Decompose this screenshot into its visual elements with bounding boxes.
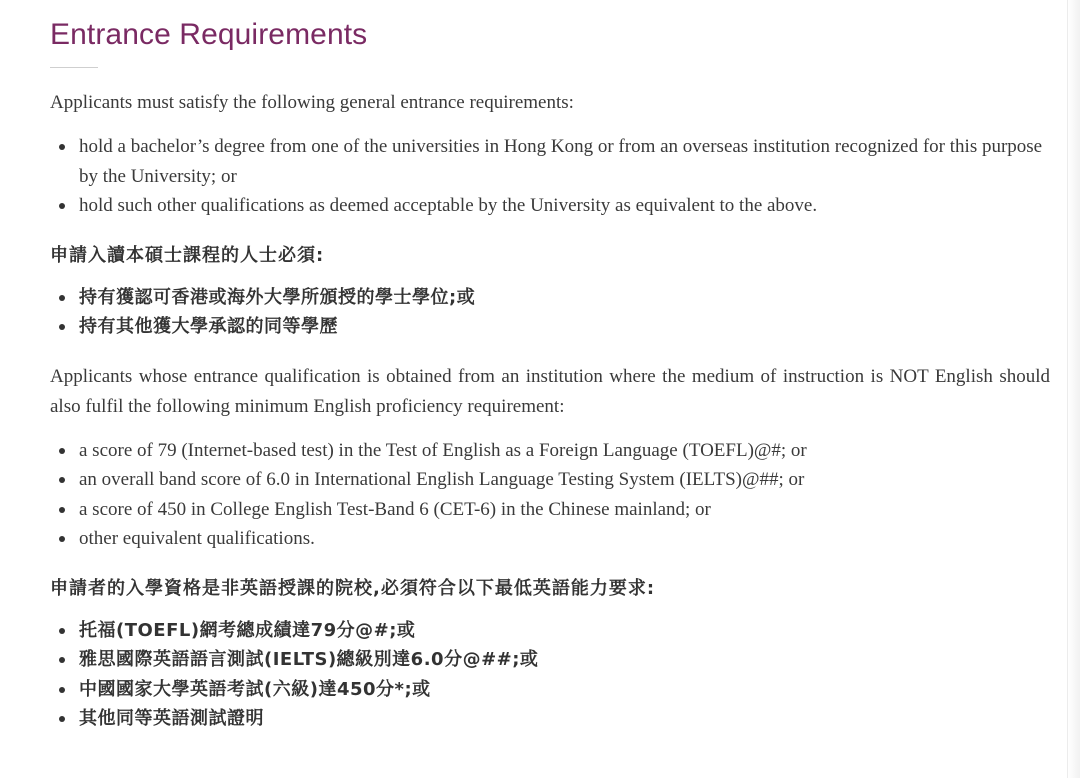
english-requirement-intro: Applicants whose entrance qualification is obtained from an institution where the medium of instruction is NOT English should also fulfil the following minimum English proficiency requirement: (50, 365, 1050, 417)
list-item: 中國國家大學英語考試(六級)達450分*;或 (50, 675, 1050, 705)
list-item: 持有獲認可香港或海外大學所頒授的學士學位;或 (50, 283, 1050, 313)
english-requirement-intro-zh: 申請者的入學資格是非英語授課的院校,必須符合以下最低英語能力要求: (50, 577, 656, 599)
general-requirements-intro: Applicants must satisfy the following general entrance requirements: (50, 92, 574, 113)
list-item: 雅思國際英語語言測試(IELTS)總級別達6.0分@##;或 (50, 645, 1050, 675)
general-requirements-list (50, 132, 1050, 221)
scrollbar-track[interactable] (1067, 0, 1080, 778)
general-requirements-list-zh (50, 283, 1050, 342)
page-title: Entrance Requirements (50, 18, 368, 51)
list-item: hold such other qualifications as deemed acceptable by the University as equivalent to the above. (50, 191, 1050, 221)
general-requirements-intro-zh: 申請入讀本碩士課程的人士必須: (50, 244, 325, 266)
list-item: 其他同等英語測試證明 (50, 704, 1050, 734)
english-requirement-list-zh (50, 616, 1050, 734)
list-item: a score of 79 (Internet-based test) in the Test of English as a Foreign Language (TOEFL)@#; or (50, 436, 1050, 466)
list-item: hold a bachelor’s degree from one of the universities in Hong Kong or from an overseas institution recognized for this purpose by the University; or (50, 132, 1050, 191)
list-item: 持有其他獲大學承認的同等學歷 (50, 312, 1050, 342)
list-item: 托福(TOEFL)網考總成績達79分@#;或 (50, 616, 1050, 646)
content-column (50, 0, 1050, 734)
english-requirement-list (50, 436, 1050, 554)
list-item: other equivalent qualifications. (50, 524, 1050, 554)
list-item: an overall band score of 6.0 in International English Language Testing System (IELTS)@##; or (50, 465, 1050, 495)
list-item: a score of 450 in College English Test-Band 6 (CET-6) in the Chinese mainland; or (50, 495, 1050, 525)
